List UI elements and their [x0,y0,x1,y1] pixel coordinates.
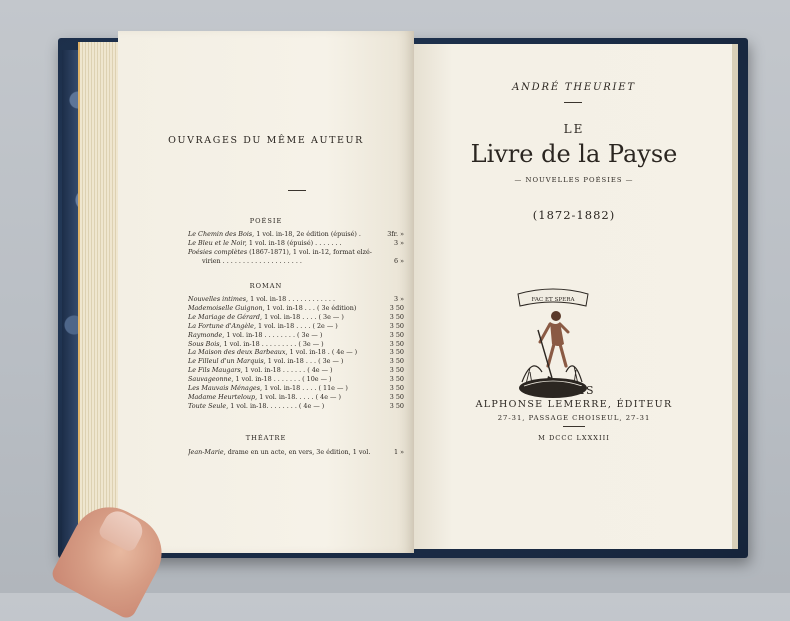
entry-detail: 1 vol. in-18 . . . . . . . . . ( 3e — ) [223,339,324,348]
works-entry [188,313,398,321]
entry-detail: (1867-1871), 1 vol. in-12, format elzé- [249,247,372,256]
heading-rule [288,190,306,191]
entry-detail: 1 vol. in-18 . . . . ( 2e — ) [258,321,338,330]
works-entry [188,357,398,365]
entry-price: 3 50 [389,366,404,375]
entry-price: 3 50 [389,312,404,321]
entry-price: 3 50 [389,401,404,410]
entry-detail: 1 vol. in-18 . . . . . . . ( 10e — ) [235,375,332,384]
vignette-motto: FAC ET SPERA [531,297,575,303]
right-page [414,44,734,549]
entry-title: Le Fils Maugars, [188,366,243,375]
entry-title: Sous Bois, [188,339,222,348]
entry-price: 3 » [393,238,404,247]
entry-detail: drame en un acte, en vers, 3e édition, 1 vol. [227,448,371,456]
works-entry [188,322,398,330]
works-entry [188,239,398,247]
works-entry [188,230,398,238]
entry-title: Poésies complètes [188,247,248,256]
publisher-name: ALPHONSE LEMERRE, ÉDITEUR [475,399,673,410]
entry-title: La Maison des deux Barbeaux, [188,348,288,357]
entry-title: Les Mauvais Ménages, [188,384,263,392]
entry-title: Jean-Marie, [188,448,226,456]
entry-price: 3 50 [389,321,404,330]
entry-price: 3 50 [389,375,404,384]
works-entry [188,340,398,348]
author-name: ANDRÉ THEURIET [512,82,636,93]
works-entry [188,248,398,256]
works-entry [188,295,398,303]
entry-title: Madame Heurteloup, [188,392,258,401]
entry-detail: virien . . . . . . . . . . . . . . . . . . . . [202,256,302,265]
title-article: LE [563,122,585,136]
section-theatre: THÉATRE [245,434,287,442]
author-rule [564,102,582,103]
entry-title: Le Bleu et le Noir, [188,238,247,247]
publication-date: M DCCC LXXXIII [538,434,610,442]
works-entry [188,366,398,374]
entry-price: 3 50 [389,339,404,348]
works-entry [188,304,398,312]
right-page-edge [732,44,738,549]
entry-price: 6 » [393,256,404,265]
book-title: Livre de la Payse [470,140,678,168]
entry-title: La Fortune d'Angèle, [188,321,256,330]
book-subtitle: — NOUVELLES POÉSIES — [514,176,634,184]
works-entry [188,375,398,383]
entry-price: 1 » [393,448,404,456]
entry-detail: 1 vol. in-18, 2e édition (épuisé) . [256,230,361,238]
works-entry [188,448,398,456]
entry-detail: 1 vol. in-18. . . . . . . . ( 4e — ) [230,401,325,410]
entry-detail: 1 vol. in-18 . . . ( 3e — ) [267,357,344,366]
works-entry [188,393,398,401]
works-entry [188,384,398,392]
entry-title: Raymonde, [188,330,225,339]
publisher-address: 27-31, PASSAGE CHOISEUL, 27-31 [497,414,651,422]
entry-title: Le Mariage de Gérard, [188,312,263,321]
entry-detail: 1 vol. in-18 (épuisé) . . . . . . . [248,238,342,247]
entry-detail: 1 vol. in-18 . ( 4e — ) [289,348,358,357]
entry-detail: 1 vol. in-18. . . . . ( 4e — ) [259,392,341,401]
entry-price: 3 50 [389,357,404,366]
works-entry [188,348,398,356]
entry-title: Toute Seule, [188,401,229,410]
address-rule [563,426,585,427]
entry-title: Nouvelles intimes, [188,295,249,303]
book-years: (1872-1882) [532,208,616,222]
publication-city: PARIS [553,384,595,397]
works-entry [188,331,398,339]
entry-price: 3 50 [389,303,404,312]
entry-title: Le Filleul d'un Marquis, [188,357,266,366]
entry-title: Mademoiselle Guignon, [188,303,265,312]
entry-detail: 1 vol. in-18 . . . . . . . . ( 3e — ) [226,330,323,339]
entry-title: Sauvageonne, [188,375,234,384]
entry-price: 3 50 [389,348,404,357]
section-roman: ROMAN [249,282,283,290]
entry-price: 3 50 [389,384,404,392]
entry-detail: 1 vol. in-18 . . . ( 3e édition) [266,303,357,312]
entry-detail: 1 vol. in-18 . . . . ( 11e — ) [264,384,348,392]
entry-price: 3 50 [389,330,404,339]
entry-price: 3 » [393,295,404,303]
entry-detail: 1 vol. in-18 . . . . . . . . . . . . [250,295,335,303]
works-heading: OUVRAGES DU MÊME AUTEUR [168,135,364,146]
works-entry [202,257,412,265]
section-poesie: POÉSIE [249,217,283,225]
entry-detail: 1 vol. in-18 . . . . ( 3e — ) [264,312,344,321]
entry-detail: 1 vol. in-18 . . . . . . ( 4e — ) [244,366,333,375]
entry-price: 3 50 [389,392,404,401]
entry-title: Le Chemin des Bois, [188,230,255,238]
works-entry [188,402,398,410]
entry-price: 3fr. » [387,230,404,238]
left-page [118,31,414,553]
